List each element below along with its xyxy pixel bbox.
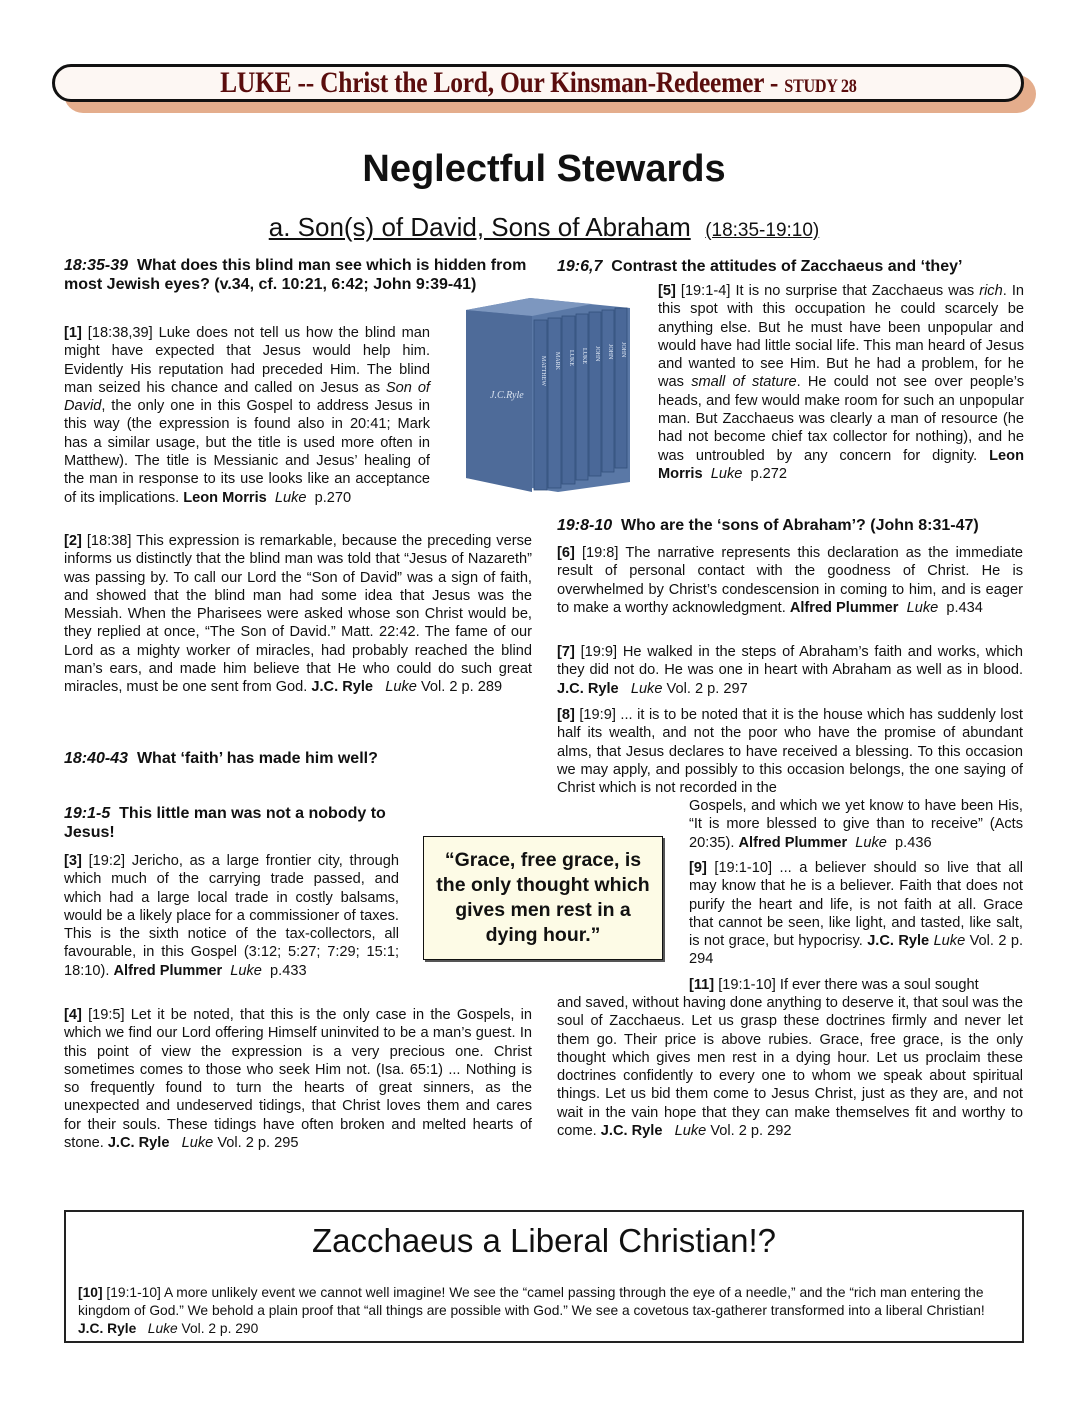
question-text: This little man was not a nobody to Jesus!: [64, 805, 386, 841]
citation-book: Luke: [274, 489, 307, 506]
svg-text:MARK: MARK: [554, 352, 560, 371]
question-ref: 19:1-5: [64, 805, 111, 822]
callout-box: [64, 1210, 1024, 1343]
note-ref: [19:9]: [580, 644, 618, 660]
svg-text:J.C.Ryle: J.C.Ryle: [490, 390, 524, 401]
note-8-continued: [689, 797, 1023, 852]
note-emphasis: small of stature: [691, 374, 797, 391]
note-3: [64, 852, 399, 980]
citation-book: Luke: [147, 1321, 178, 1336]
note-number: [10]: [78, 1285, 103, 1300]
citation-book: Luke: [385, 679, 417, 696]
page-title: Neglectful Stewards: [362, 148, 726, 190]
note-text: It is no surprise that Zacchaeus was: [735, 283, 980, 299]
note-text: Gospels, and which we yet know to have been His, “It is more blessed to give than to receive” (Acts 20:35).: [689, 798, 1023, 851]
citation-book: Luke: [630, 680, 663, 697]
note-number: [5]: [658, 283, 676, 299]
note-number: [11]: [689, 977, 715, 993]
note-number: [9]: [689, 860, 707, 876]
question-19-6: [557, 257, 1037, 276]
note-ref: [19:1-4]: [680, 283, 731, 299]
citation-page: Vol. 2 p. 297: [666, 680, 748, 697]
note-text: Luke does not tell us how the blind man might have expected that Jesus would help him. Evidently His reputation had preceded Him. The blind man seized his chance and called on Jesus as: [64, 325, 430, 396]
note-5: [658, 282, 1024, 483]
note-number: [2]: [64, 533, 82, 549]
citation-page: Vol. 2 p. 295: [217, 1135, 299, 1152]
note-8: [557, 706, 1023, 797]
note-7: [557, 643, 1023, 698]
citation-author: Alfred Plummer: [113, 962, 223, 979]
note-ref: [19:1-10]: [718, 977, 776, 993]
section-label: a. Son(s) of David, Sons of Abraham: [268, 212, 691, 242]
note-11-first-line: [689, 976, 1023, 994]
note-9: [689, 859, 1023, 969]
citation-author: Alfred Plummer: [738, 834, 848, 851]
citation-page: p.434: [946, 599, 983, 616]
note-text: The narrative represents this declaration as the immediate result of personal contact with the goodness of Christ. He is overwhelmed by Christ’s condescension in coming to him, and is eager to make a worthy acknowledgment.: [557, 545, 1023, 616]
citation-book: Luke: [181, 1135, 214, 1152]
banner-title-text: LUKE -- Christ the Lord, Our Kinsman-Redeemer -: [219, 66, 784, 99]
section-heading: [0, 212, 1088, 243]
note-ref: [18:38,39]: [87, 325, 153, 341]
citation-page: Vol. 2 p. 292: [710, 1123, 792, 1140]
banner-title: [220, 66, 856, 100]
question-19-8: [557, 516, 1037, 535]
note-text: , the only one in this Gospel to address Jesus in this way (the expression is found also in 20:41; Mark has a similar usage, but the title is used more often in Matthew). The title is Messianic and Jesus’ healing of the man in response to its use looks like an acceptance of its implications.: [64, 398, 430, 506]
note-text: ... it is to be noted that it is the house which has suddenly lost half its wealth, and not the poor who have the promise of abundant alms, that Jesus declares to have received a blessing. To this occasion we may apply, and possibly to this occasion belongs, the one saying of Christ which is not recorded in the: [557, 707, 1023, 797]
note-text: A more unlikely event we cannot well imagine! We see the “camel passing through the eye of a needle,” and the “rich man entering the kingdom of God.” We behold a plain proof that “all things are possible with God.” We see a covetous tax-gatherer transformed into a liberal Christian!: [78, 1285, 985, 1318]
note-1: [64, 324, 430, 507]
note-text: ... a believer should so live that all may know that he is a believer. Faith that does not purify the heart and life, is not faith at all. Grace that cannot be seen, like light, and tasted, like salt, is not grace, but hypocrisy.: [689, 860, 1023, 950]
question-text: Contrast the attitudes of Zacchaeus and ‘they’: [611, 258, 963, 275]
question-text: What does this blind man see which is hidden from most Jewish eyes? (v.34, cf. 10:21, 6:42; John 9:39-41): [64, 257, 527, 293]
note-number: [8]: [557, 707, 575, 723]
question-text: Who are the ‘sons of Abraham’? (John 8:31-47): [621, 517, 979, 534]
citation-author: J.C. Ryle: [78, 1321, 137, 1336]
note-text: He walked in the steps of Abraham’s faith and works, which they did not do. He was one in heart with Abraham as well as in blood.: [557, 644, 1023, 679]
note-text: If ever there was a soul sought: [779, 977, 979, 993]
note-11: [557, 994, 1023, 1140]
citation-page: p.433: [270, 962, 307, 979]
note-number: [6]: [557, 545, 575, 561]
citation-page: p.270: [314, 489, 352, 506]
note-text: Let it be noted, that this is the only case in the Gospels, in which we find our Lord offering Himself uninvited to be a man’s guest. In this point of view the expression is a very precious one. Christ sometimes comes to those who seek Him not. (Isa. 65:1) ... Nothing is so frequently found to turn the hearts of great sinners, as the unexpected and undeserved tidings, that Christ loves them and cares for their souls. These tidings have often broken and melted hearts of stone.: [64, 1007, 532, 1152]
note-text: . In this spot with this occupation he could scarcely be anything else. But he must have been unpopular and would have had little social life. This man heard of Jesus and wanted to see Him. But he had a problem, for he was: [658, 283, 1024, 391]
question-ref: 18:35-39: [64, 257, 129, 274]
svg-text:JOHN: JOHN: [594, 346, 600, 362]
citation-page: Vol. 2 p. 294: [689, 933, 1023, 968]
citation-book: Luke: [230, 962, 262, 979]
note-ref: [19:5]: [88, 1007, 125, 1023]
note-ref: [18:38]: [86, 533, 132, 549]
section-range: (18:35-19:10): [705, 220, 820, 241]
citation-author: Leon Morris: [183, 489, 267, 506]
citation-author: J.C. Ryle: [557, 680, 619, 697]
question-text: What ‘faith’ has made him well?: [136, 750, 378, 767]
note-text: . He could not see over people’s heads, and few would make room for such an unpopular man. But Zacchaeus was clearly a man of resource (he had not become chief tax collector for nothing), and he was untroubled by any concern for dignity.: [658, 374, 1025, 464]
study-number: STUDY 28: [783, 76, 857, 97]
note-text: Jericho, as a large frontier city, through which much of the carrying trade passed, and which had a large local trade in costly balsams, would be a likely place for a commissioner of taxes. This is the sixth notice of the tax-collectors, all favourable, in this Gospel (3:12; 5:27; 7:29; 15:1; 18:10).: [64, 853, 400, 979]
citation-book: Luke: [855, 834, 887, 851]
pull-quote: “Grace, free grace, is the only thought which gives men rest in a dying hour.”: [423, 836, 663, 960]
svg-text:MATTHEW: MATTHEW: [540, 356, 546, 386]
note-ref: [19:1-10]: [106, 1285, 161, 1300]
question-ref: 19:8-10: [557, 517, 613, 534]
series-banner: [52, 64, 1024, 102]
note-10: [78, 1284, 1010, 1338]
svg-text:JOHN: JOHN: [607, 344, 613, 360]
question-ref: 18:40-43: [64, 750, 129, 767]
note-ref: [19:8]: [581, 545, 619, 561]
callout-title: Zacchaeus a Liberal Christian!?: [311, 1222, 777, 1259]
note-ref: [19:1-10]: [714, 860, 772, 876]
citation-page: p.436: [895, 834, 932, 851]
book-set-image: [462, 296, 632, 492]
citation-page: Vol. 2 p. 290: [181, 1321, 259, 1336]
note-number: [4]: [64, 1007, 82, 1023]
note-number: [1]: [64, 325, 82, 341]
citation-book: Luke: [933, 933, 966, 950]
note-6: [557, 544, 1023, 617]
citation-book: Luke: [674, 1123, 707, 1140]
note-number: [3]: [64, 853, 82, 869]
citation-book: Luke: [710, 465, 743, 482]
note-text: and saved, without having done anything to deserve it, that soul was the soul of Zacchaeus. Let us grasp these doctrines firmly and never let them go. Their price is above rubies. Grace, free grace, is the only thought which gives men rest in a dying hour. Let us proclaim these doctrines confidently to every one to whom we speak about spiritual things. Let us bid them come to Jesus Christ, just as they are, and not wait in the vain hope that they can make themselves fit and worthy to come.: [557, 995, 1023, 1140]
citation-book: Luke: [906, 599, 939, 616]
citation-page: Vol. 2 p. 289: [420, 679, 503, 696]
question-19-1: [64, 804, 404, 842]
question-18-35: [64, 256, 532, 294]
svg-text:LUKE: LUKE: [581, 348, 587, 364]
note-4: [64, 1006, 532, 1152]
citation-author: Leon Morris: [658, 447, 1024, 482]
question-ref: 19:6,7: [557, 258, 603, 275]
note-text: This expression is remarkable, because the preceding verse informs us distinctly that the blind man was told that “Jesus of Nazareth” was passing by. To call our Lord the “Son of David” was a sign of faith, and showed that the blind man had some idea that Jesus was the Messiah. When the Pharisees were asked whose son Christ would be, they replied at once, “The Son of David.” Matt. 22:42. The fame of our Lord as a mighty worker of miracles, had probably reached the blind man’s ears, and made him believe that He who could do such great miracles, must be one sent from God.: [64, 533, 532, 696]
citation-author: J.C. Ryle: [600, 1123, 663, 1140]
svg-text:JOHN: JOHN: [620, 342, 626, 358]
note-emphasis: rich: [979, 283, 1003, 299]
question-18-40: [64, 749, 532, 768]
note-emphasis: Son of David: [64, 379, 430, 415]
citation-author: J.C. Ryle: [867, 933, 930, 950]
citation-author: J.C. Ryle: [107, 1135, 170, 1152]
citation-author: J.C. Ryle: [311, 679, 374, 696]
citation-author: Alfred Plummer: [789, 599, 899, 616]
note-ref: [19:2]: [88, 853, 126, 869]
note-number: [7]: [557, 644, 575, 660]
citation-page: p.272: [750, 465, 788, 482]
note-2: [64, 532, 532, 697]
note-ref: [19:9]: [579, 707, 616, 723]
svg-text:LUKE: LUKE: [568, 350, 574, 366]
